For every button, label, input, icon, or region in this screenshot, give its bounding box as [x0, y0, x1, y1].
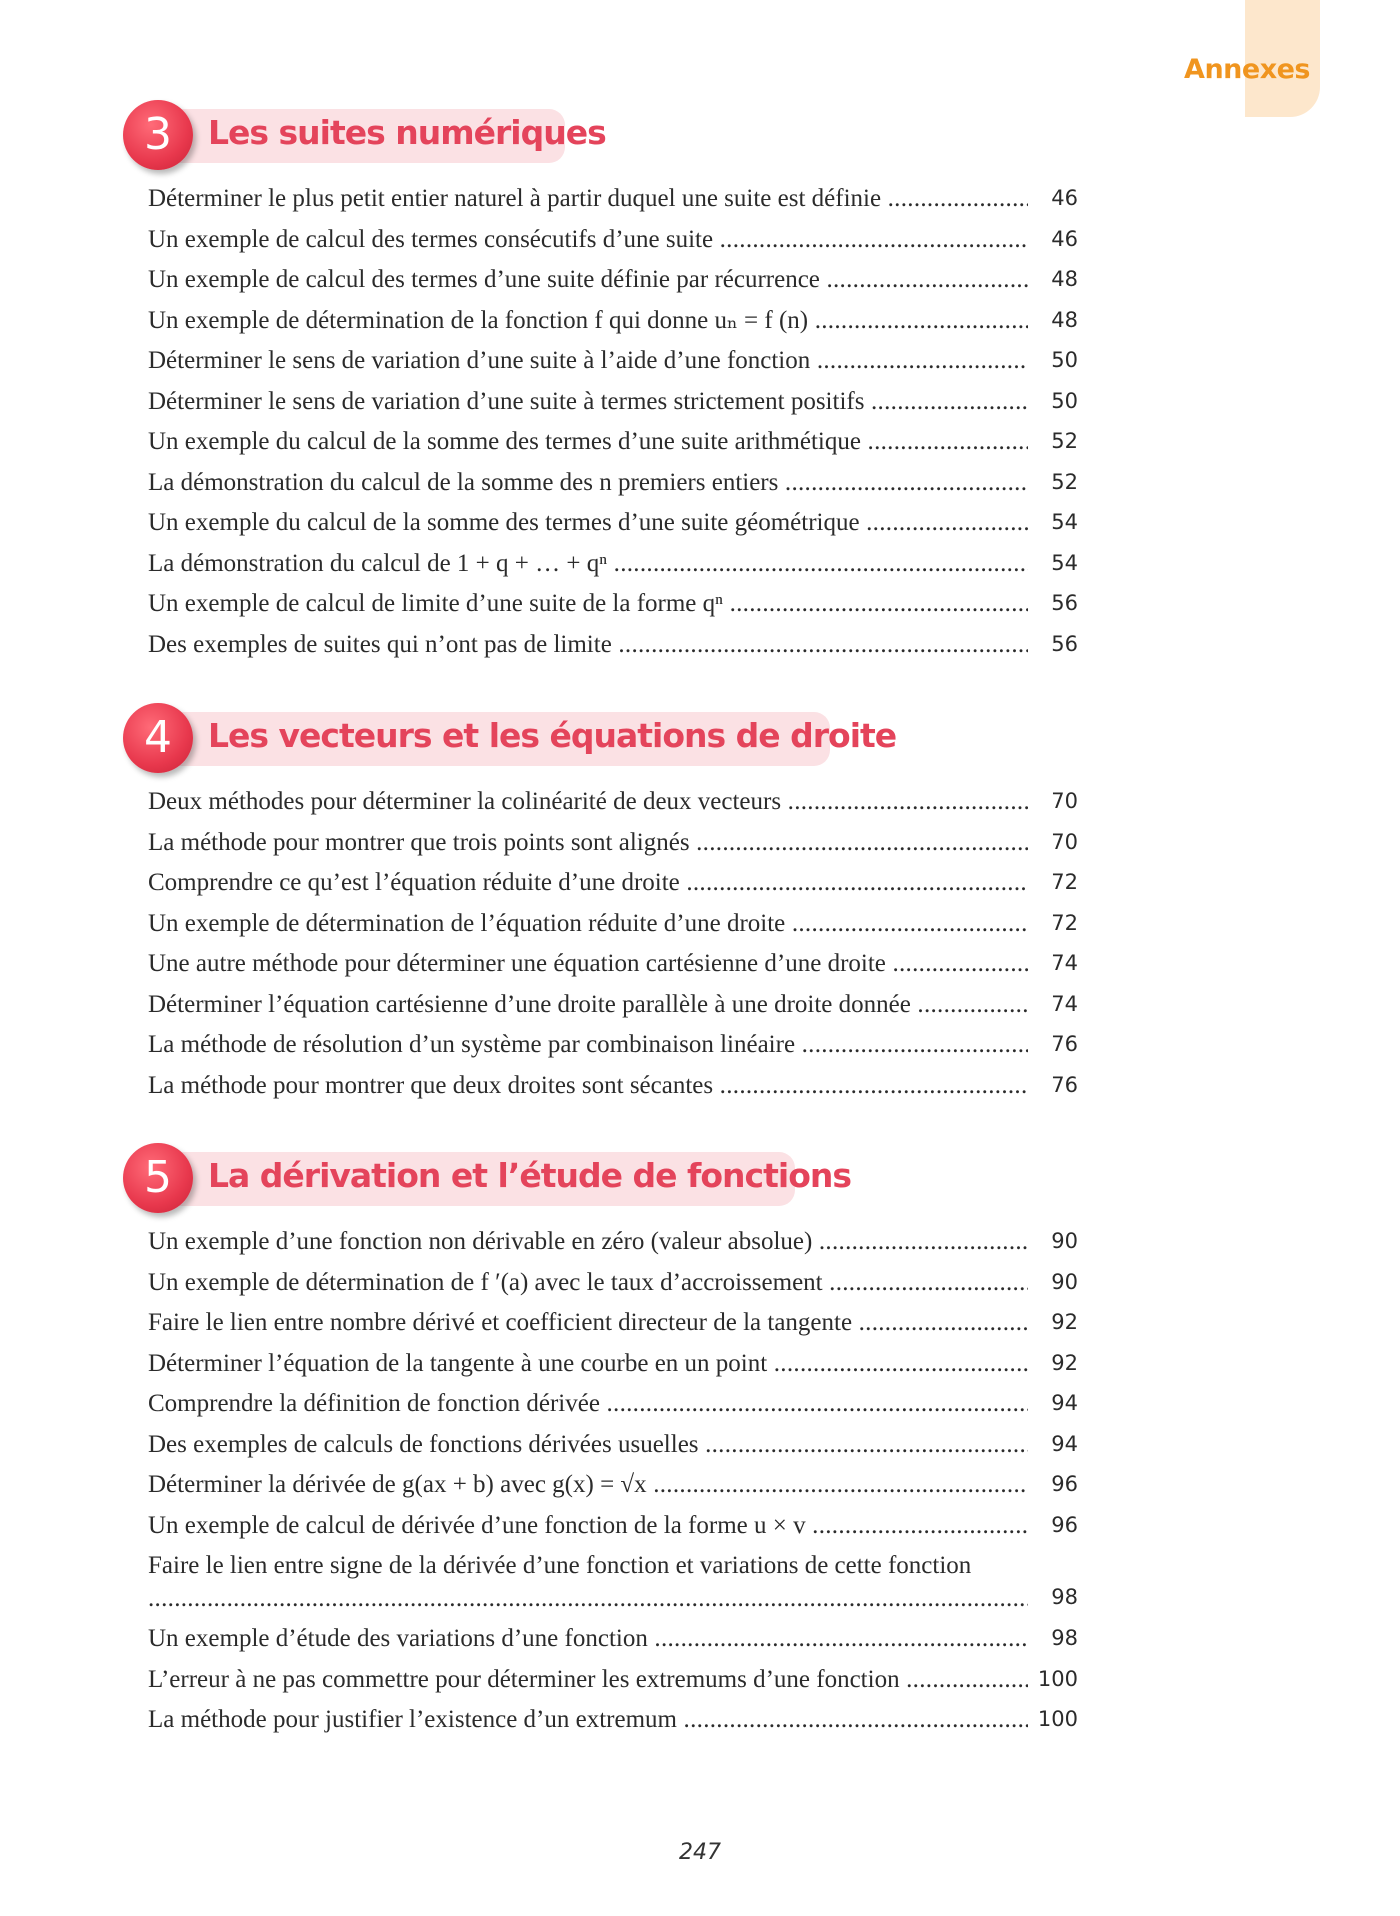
toc-entry[interactable]: [148, 1700, 1078, 1741]
toc-entry[interactable]: [148, 1066, 1078, 1107]
toc-entry-page: 52: [1051, 429, 1078, 453]
toc-entry-text: Un exemple de détermination de f ′(a) avec le taux d’accroissement .....: [148, 1266, 1028, 1299]
toc-list: [148, 782, 1078, 1106]
toc-entry-page: 96: [1051, 1472, 1078, 1496]
toc-entry-page: 56: [1051, 591, 1078, 615]
toc-entry-text: Un exemple d’étude des variations d’une fonction .....: [148, 1622, 1028, 1655]
toc-entry-text: Une autre méthode pour déterminer une équation cartésienne d’une droite .....: [148, 947, 1028, 980]
annex-label: Annexes: [1184, 54, 1310, 85]
section-3: [0, 103, 1400, 658]
section-header: [0, 1146, 1400, 1216]
toc-entry[interactable]: [148, 1506, 1078, 1547]
toc-entry-page: 90: [1051, 1269, 1078, 1294]
toc-entry-page: 50: [1051, 348, 1078, 372]
toc-entry-page: 52: [1051, 469, 1078, 494]
toc-entry-page: 76: [1051, 1032, 1078, 1056]
toc-entry-text: Déterminer la dérivée de g(ax + b) avec g(x) = √x .....: [148, 1468, 1028, 1501]
toc-entry[interactable]: [148, 382, 1078, 423]
toc-entry-page: 70: [1051, 829, 1078, 854]
section-4: [0, 706, 1400, 1099]
page-number: 247: [679, 1840, 721, 1865]
toc-entry-text: Faire le lien entre nombre dérivé et coefficient directeur de la tangente .....: [148, 1306, 1028, 1339]
toc-entry[interactable]: [148, 301, 1078, 342]
toc-entry-page: 94: [1051, 1431, 1078, 1456]
toc-entry[interactable]: [148, 1425, 1078, 1466]
toc-entry[interactable]: [148, 625, 1078, 666]
toc-entry-text: La méthode de résolution d’un système par combinaison linéaire .....: [148, 1028, 1028, 1061]
toc-entry[interactable]: [148, 422, 1078, 463]
toc-entry-text: La méthode pour justifier l’existence d’un extremum .....: [148, 1703, 1028, 1736]
section-number-badge: 5: [123, 1143, 193, 1213]
toc-entry-page: 54: [1051, 550, 1078, 575]
toc-entry-text: Déterminer le sens de variation d’une suite à l’aide d’une fonction .....: [148, 344, 1028, 377]
toc-entry-page: 74: [1051, 951, 1078, 975]
toc-entry[interactable]: [148, 1303, 1078, 1344]
toc-entry-text: Déterminer l’équation de la tangente à une courbe en un point .....: [148, 1347, 1028, 1380]
toc-entry-page: 46: [1051, 226, 1078, 251]
section-title: Les suites numériques: [208, 113, 606, 152]
toc-entry-page: 92: [1051, 1350, 1078, 1375]
toc-entry-page: 100: [1037, 1666, 1078, 1691]
toc-entry-text: Un exemple de calcul des termes consécutifs d’une suite .....: [148, 223, 1028, 256]
toc-entry-page: 50: [1051, 388, 1078, 413]
toc-entry[interactable]: [148, 1384, 1078, 1425]
toc-entry-page: 76: [1051, 1072, 1078, 1097]
toc-entry-page: 72: [1051, 870, 1078, 894]
toc-entry-text: Des exemples de calculs de fonctions dérivées usuelles .....: [148, 1428, 1028, 1461]
toc-entry[interactable]: [148, 1344, 1078, 1385]
section-header: [0, 103, 1400, 173]
section-title: Les vecteurs et les équations de droite: [208, 716, 897, 755]
toc-entry[interactable]: [148, 341, 1078, 382]
toc-entry-text: Déterminer l’équation cartésienne d’une droite parallèle à une droite donnée .....: [148, 988, 1028, 1021]
toc-entry-text: L’erreur à ne pas commettre pour déterminer les extremums d’une fonction .....: [148, 1663, 1028, 1696]
toc-entry[interactable]: [148, 1619, 1078, 1660]
toc-entry[interactable]: [148, 260, 1078, 301]
toc-entry[interactable]: [148, 944, 1078, 985]
toc-entry-text: Un exemple de détermination de l’équation réduite d’une droite .....: [148, 907, 1028, 940]
toc-entry-text: Faire le lien entre signe de la dérivée d’une fonction et variations de cette fonction .....: [148, 1549, 1028, 1617]
toc-list: [148, 179, 1078, 665]
toc-entry-text: La démonstration du calcul de 1 + q + … + qⁿ .....: [148, 547, 1028, 580]
toc-entry-text: Un exemple de calcul de limite d’une suite de la forme qⁿ .....: [148, 587, 1028, 620]
toc-entry-page: 48: [1051, 307, 1078, 332]
toc-entry-text: Un exemple de calcul de dérivée d’une fonction de la forme u × v .....: [148, 1509, 1028, 1542]
toc-entry[interactable]: [148, 463, 1078, 504]
toc-entry-page: 70: [1051, 789, 1078, 813]
toc-entry[interactable]: [148, 1660, 1078, 1701]
toc-entry[interactable]: [148, 863, 1078, 904]
toc-entry-text: Deux méthodes pour déterminer la colinéarité de deux vecteurs .....: [148, 785, 1028, 818]
toc-entry-text: Des exemples de suites qui n’ont pas de limite .....: [148, 628, 1028, 661]
toc-entry[interactable]: [148, 584, 1078, 625]
toc-entry-page: 98: [1051, 1585, 1078, 1609]
toc-entry-page: 96: [1051, 1512, 1078, 1537]
toc-entry-page: 94: [1051, 1391, 1078, 1415]
section-number-badge: 3: [123, 100, 193, 170]
toc-entry-text: Un exemple de calcul des termes d’une suite définie par récurrence .....: [148, 263, 1028, 296]
toc-entry-text: Un exemple du calcul de la somme des termes d’une suite arithmétique .....: [148, 425, 1028, 458]
toc-entry[interactable]: [148, 220, 1078, 261]
toc-entry[interactable]: [148, 1546, 1078, 1619]
toc-entry-page: 54: [1051, 510, 1078, 534]
toc-entry-page: 74: [1051, 991, 1078, 1016]
toc-entry[interactable]: [148, 1263, 1078, 1304]
toc-entry-text: Un exemple d’une fonction non dérivable en zéro (valeur absolue) .....: [148, 1225, 1028, 1258]
toc-entry-page: 100: [1037, 1707, 1078, 1731]
toc-entry-page: 92: [1051, 1310, 1078, 1334]
section-number-badge: 4: [123, 703, 193, 773]
section-title: La dérivation et l’étude de fonctions: [208, 1156, 851, 1195]
toc-entry-page: 48: [1051, 267, 1078, 291]
toc-entry-page: 90: [1051, 1229, 1078, 1253]
toc-entry[interactable]: [148, 1222, 1078, 1263]
toc-entry-text: Comprendre ce qu’est l’équation réduite d’une droite .....: [148, 866, 1028, 899]
toc-entry-page: 72: [1051, 910, 1078, 935]
toc-entry-text: Comprendre la définition de fonction dérivée .....: [148, 1387, 1028, 1420]
toc-entry[interactable]: [148, 503, 1078, 544]
toc-entry[interactable]: [148, 544, 1078, 585]
toc-entry-text: Déterminer le sens de variation d’une suite à termes strictement positifs .....: [148, 385, 1028, 418]
toc-entry[interactable]: [148, 904, 1078, 945]
toc-entry[interactable]: [148, 1465, 1078, 1506]
toc-entry-page: 98: [1051, 1626, 1078, 1650]
toc-entry[interactable]: [148, 179, 1078, 220]
toc-entry[interactable]: [148, 1025, 1078, 1066]
toc-entry-text: Déterminer le plus petit entier naturel à partir duquel une suite est définie .....: [148, 182, 1028, 215]
toc-entry[interactable]: [148, 985, 1078, 1026]
toc-entry-text: Un exemple de détermination de la fonction f qui donne uₙ = f (n) .....: [148, 304, 1028, 337]
toc-entry-page: 56: [1051, 631, 1078, 656]
toc-entry-page: 46: [1051, 186, 1078, 210]
toc-entry[interactable]: [148, 823, 1078, 864]
toc-entry-text: La méthode pour montrer que trois points sont alignés .....: [148, 826, 1028, 859]
section-header: [0, 706, 1400, 776]
toc-entry-text: Un exemple du calcul de la somme des termes d’une suite géométrique .....: [148, 506, 1028, 539]
section-5: [0, 1146, 1400, 1733]
toc-entry-text: La démonstration du calcul de la somme des n premiers entiers .....: [148, 466, 1028, 499]
toc-entry-text: La méthode pour montrer que deux droites sont sécantes .....: [148, 1069, 1028, 1102]
toc-list: [148, 1222, 1078, 1741]
toc-entry[interactable]: [148, 782, 1078, 823]
